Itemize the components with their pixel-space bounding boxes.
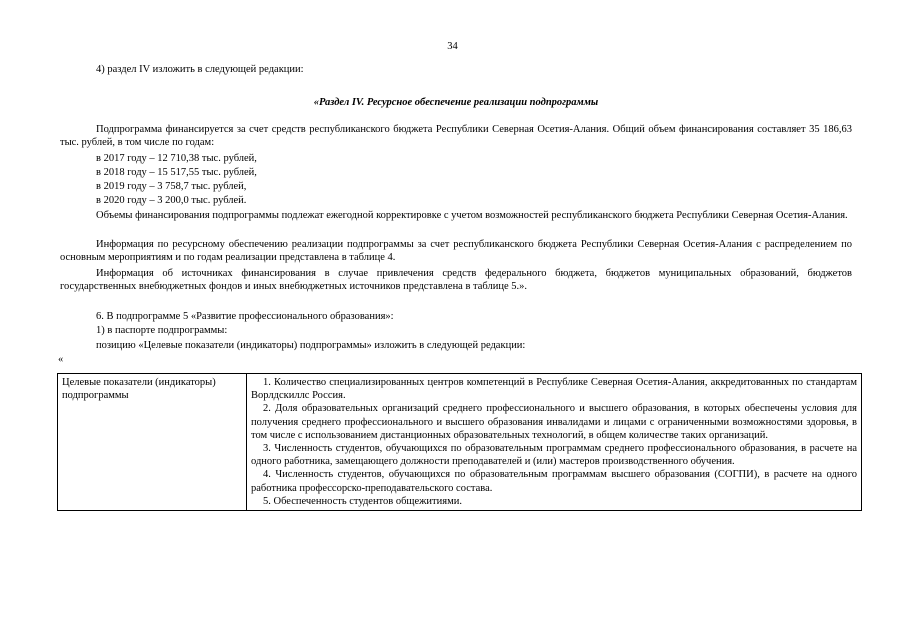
paragraph-sources-info: Информация об источниках финансирования в случае привлечения средств федерального бюджета, бюджетов муниципальных образований, бюджетов государственных внебюджетных фондов и иных внебюджетных источников представлена в таблице 5.». xyxy=(60,268,852,293)
passport-line: 1) в паспорте подпрограммы: xyxy=(96,325,228,336)
subprogram-5-line: 6. В подпрограмме 5 «Развитие профессионального образования»: xyxy=(96,311,394,322)
year-2020-line: в 2020 году – 3 200,0 тыс. рублей. xyxy=(96,195,247,206)
year-2019-line: в 2019 году – 3 758,7 тыс. рублей, xyxy=(96,181,247,192)
position-line: позицию «Целевые показатели (индикаторы) подпрограммы» изложить в следующей редакции: xyxy=(96,340,526,351)
year-2018-line: в 2018 году – 15 517,55 тыс. рублей, xyxy=(96,167,257,178)
opening-quote: « xyxy=(58,354,64,365)
indicator-item: 1. Количество специализированных центров компетенций в Республике Северная Осетия-Алания, аккредитованных по стандартам Ворлдскиллс Россия. xyxy=(251,377,857,402)
indicators-table xyxy=(57,373,862,511)
year-2017-line: в 2017 году – 12 710,38 тыс. рублей, xyxy=(96,153,257,164)
indicator-item: 4. Численность студентов, обучающихся по образовательным программам высшего образования (СОГПИ), в расчете на одного работника профессорско-преподавательского состава. xyxy=(251,469,857,494)
indicator-item: 3. Численность студентов, обучающихся по образовательным программам среднего профессионального образования, в расчете на одного работника, замещающего должности преподавателей и (или) мастеров производственного обучения. xyxy=(251,443,857,468)
table-row xyxy=(58,374,862,511)
indicator-item: 5. Обеспеченность студентов общежитиями. xyxy=(263,495,462,507)
section-heading: «Раздел IV. Ресурсное обеспечение реализации подпрограммы xyxy=(313,97,599,108)
page-number: 34 xyxy=(447,41,458,52)
intro-line: 4) раздел IV изложить в следующей редакции: xyxy=(96,64,304,75)
paragraph-adjustment: Объемы финансирования подпрограммы подлежат ежегодной корректировке с учетом возможностей республиканского бюджета Республики Северная Осетия-Алания. xyxy=(96,210,848,221)
indicator-item: 2. Доля образовательных организаций среднего профессионального и высшего образования, в которых обеспечены условия для получения среднего профессионального и высшего образования инвалидами и лицами с ограниченными возможностями здоровья, в том числе с использованием дистанционных образовательных технологий, в общем количестве таких организаций. xyxy=(251,403,857,441)
paragraph-resource-info: Информация по ресурсному обеспечению реализации подпрограммы за счет республиканского бюджета Республики Северная Осетия-Алания с распределением по основным мероприятиям и по годам реализации представлена в таблице 4. xyxy=(60,239,852,264)
indicators-content-cell xyxy=(247,374,862,511)
indicators-label-cell xyxy=(58,374,247,511)
indicators-label: Целевые показатели (индикаторы) подпрограммы xyxy=(62,377,216,402)
paragraph-financing: Подпрограмма финансируется за счет средств республиканского бюджета Республики Северная Осетия-Алания. Общий объем финансирования составляет 35 186,63 тыс. рублей, в том числе по годам: xyxy=(60,124,852,149)
